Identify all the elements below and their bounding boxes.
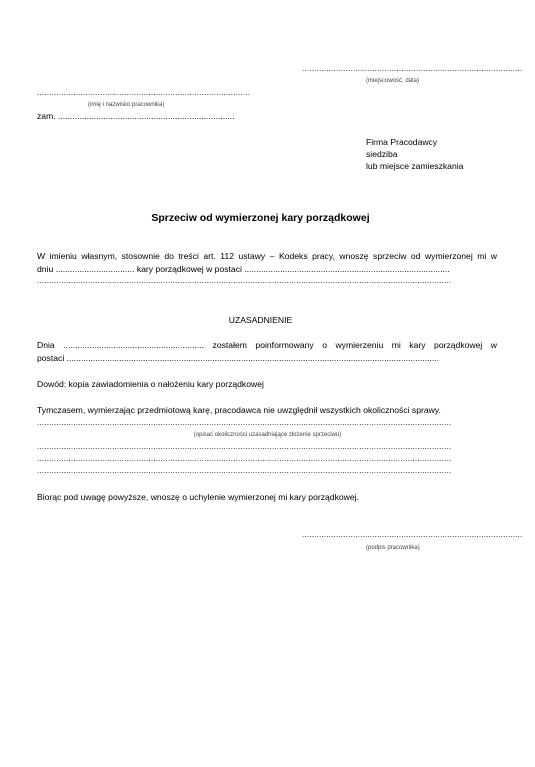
conclusion-line: Biorąc pod uwagę powyższe, wnoszę o uchylenie wymierzonej mi kary porządkowej. [37,492,359,502]
intro-line-1: W imieniu własnym, stosownie do treści art. 112 ustawy – Kodeks pracy, wnoszę sprzeciw od wymierzonej mi w [37,251,497,261]
employee-address-line: zam. .......................................................................... [37,111,235,121]
document-title: Sprzeciw od wymierzonej kary porządkowej [151,212,370,224]
meanwhile-line: Tymczasem, wymierzając przedmiotową karę, pracodawca nie uwzględnił wszystkich okoliczności sprawy. [37,405,441,415]
justification-line-2: postaci ............................................................................................................................................................ [37,353,440,363]
justification-line-1: Dnia ........................................................... zostałem poinformowany o wymierzeniu mi kary porządkowej w [37,340,497,350]
evidence-line: Dowód: kopia zawiadomienia o nałożeniu kary porządkowej [37,379,264,389]
place-date-line: ........................................................................................... [302,64,523,73]
recipient-seat: siedziba [366,149,398,159]
circumstances-caption: (opisać okoliczności uzasadniające złożenie sprzeciwu) [193,432,342,438]
employee-name-line: ........................................................................................ [37,88,251,97]
recipient-company: Firma Pracodawcy [366,137,438,147]
signature-line: ........................................................................................... [302,530,523,539]
circumstances-line-4: ........................................................................................................................................................................... [37,466,452,475]
place-date-caption: (miejscowość, data) [366,78,420,84]
intro-line-3: ........................................................................................................................................................................... [37,276,452,285]
employee-name-caption: (imię i nazwisko pracownika) [88,102,165,108]
circumstances-line-1: ........................................................................................................................................................................... [37,418,452,427]
signature-caption: (podpis pracownika) [366,545,420,551]
circumstances-line-3: ........................................................................................................................................................................... [37,454,452,463]
recipient-residence: lub miejsce zamieszkania [366,161,464,171]
circumstances-line-2: ........................................................................................................................................................................... [37,442,452,451]
justification-heading: UZASADNIENIE [228,315,293,325]
intro-line-2: dniu ................................. kary porządkowej w postaci ...................................................................................... [37,264,450,274]
